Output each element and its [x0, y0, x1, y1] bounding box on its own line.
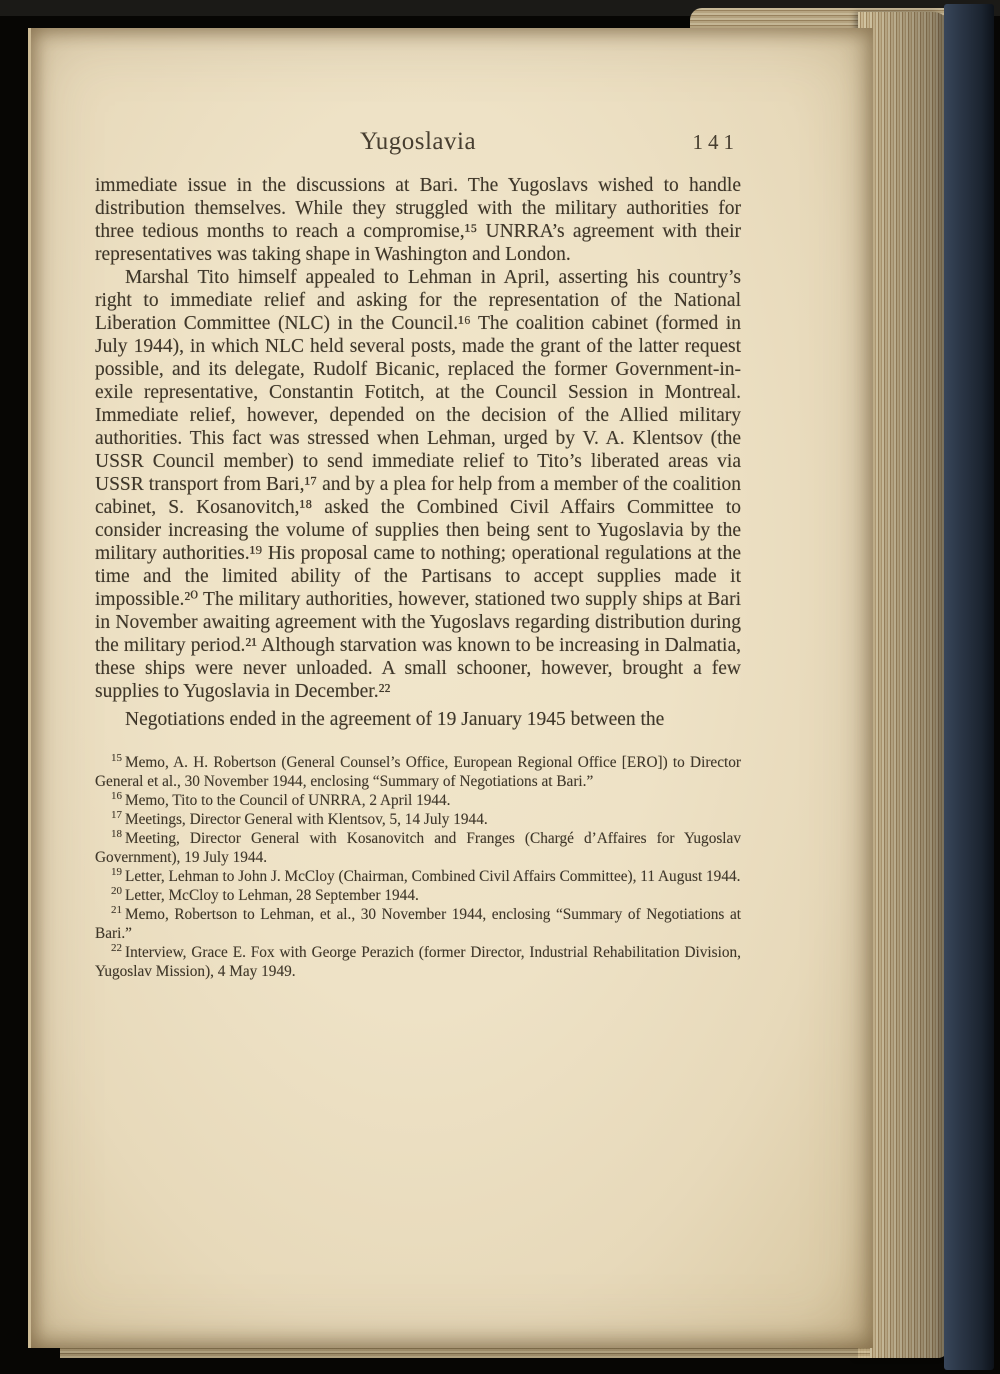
footnote [95, 753, 741, 791]
footnote-number: 18 [111, 827, 122, 840]
page-number: 141 [692, 130, 739, 154]
footnote [95, 886, 741, 905]
footnote-number: 21 [111, 903, 122, 916]
footnote-text: Letter, Lehman to John J. McCloy (Chairman, Combined Civil Affairs Committee), 11 August 1944. [125, 868, 741, 885]
footnote-number: 20 [111, 884, 122, 897]
footnote-text: Interview, Grace E. Fox with George Perazich (former Director, Industrial Rehabilitation Division, Yugoslav Mission), 4 May 1949. [95, 944, 741, 980]
page-header [95, 128, 741, 162]
running-title: Yugoslavia [359, 128, 477, 155]
footnote-text: Memo, A. H. Robertson (General Counsel’s Office, European Regional Office [ERO]) to Director General et al., 30 November 1944, enclosing “Summary of Negotiations at Bari.” [95, 754, 741, 790]
footnote-text: Memo, Robertson to Lehman, et al., 30 November 1944, enclosing “Summary of Negotiations at Bari.” [95, 906, 741, 942]
footnotes [95, 753, 741, 981]
footnote-number: 16 [111, 789, 122, 802]
body-paragraph: Marshal Tito himself appealed to Lehman in April, asserting his country’s right to immediate relief and asking for the representation of the National Liberation Committee (NLC) in the Council.¹⁶ The coalition cabinet (formed in July 1944), in which NLC held several posts, made the grant of the latter request possible, and its delegate, Rudolf Bicanic, replaced the former Government-in-exile representative, Constantin Fotitch, at the Council Session in Montreal. Immediate relief, however, depended on the decision of the Allied military authorities. This fact was stressed when Lehman, urged by V. A. Klentsov (the USSR Council member) to send immediate relief to Tito’s liberated areas via USSR transport from Bari,¹⁷ and by a plea for help from a member of the coalition cabinet, S. Kosanovitch,¹⁸ asked the Combined Civil Affairs Committee to consider increasing the volume of supplies then being sent to Yugoslavia by the military authorities.¹⁹ His proposal came to nothing; operational regulations at the time and the limited ability of the Partisans to accept supplies made it impossible.²⁰ The military authorities, however, stationed two supply ships at Bari in November awaiting agreement with the Yugoslavs regarding distribution during the military period.²¹ Although starvation was known to be increasing in Dalmatia, these ships were never unloaded. A small schooner, however, brought a few supplies to Yugoslavia in December.²² [95, 267, 741, 702]
book-cover [944, 4, 994, 1370]
footnote [95, 810, 741, 829]
page-content [95, 128, 741, 981]
footnote-number: 17 [111, 808, 122, 821]
footnote-number: 19 [111, 865, 122, 878]
footnote-text: Letter, McCloy to Lehman, 28 September 1944. [125, 887, 419, 904]
footnote-text: Memo, Tito to the Council of UNRRA, 2 April 1944. [125, 792, 451, 809]
body-paragraph: immediate issue in the discussions at Bari. The Yugoslavs wished to handle distribution themselves. While they struggled with the military authorities for three tedious months to reach a compromise,¹⁵ UNRRA’s agreement with their representatives was taking shape in Washington and London. [95, 175, 741, 265]
footnote-text: Meeting, Director General with Kosanovitch and Franges (Chargé d’Affaires for Yugoslav Government), 19 July 1944. [95, 830, 741, 866]
footnote [95, 829, 741, 867]
footnote-number: 22 [111, 941, 122, 954]
body-paragraph: Negotiations ended in the agreement of 19 January 1945 between the [125, 709, 665, 730]
footnote [95, 867, 741, 886]
book-page [28, 28, 873, 1348]
footnote [95, 943, 741, 981]
footnote-text: Meetings, Director General with Klentsov, 5, 14 July 1944. [125, 811, 488, 828]
footnote [95, 905, 741, 943]
footnote [95, 791, 741, 810]
footnote-number: 15 [111, 751, 122, 764]
